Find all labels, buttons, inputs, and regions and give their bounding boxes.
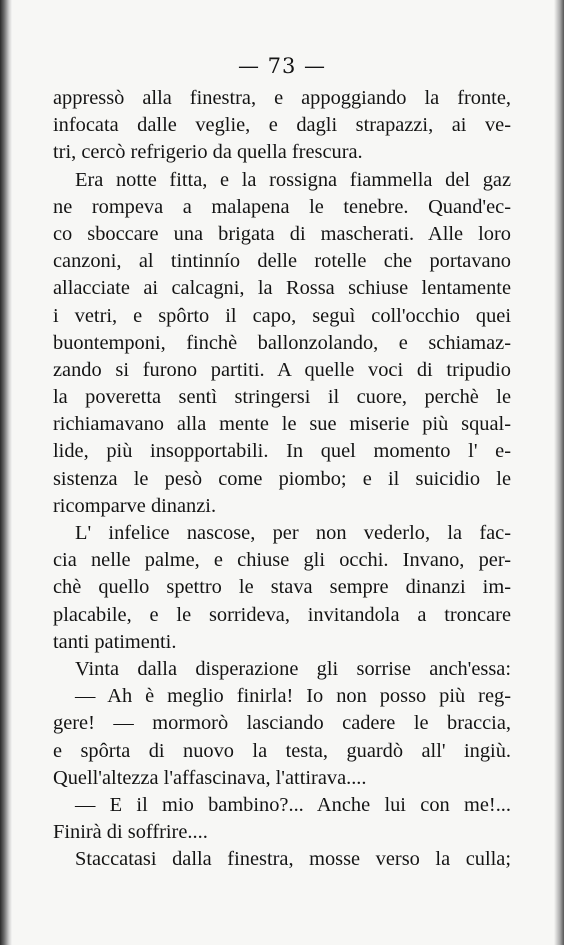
- body-text: [53, 85, 511, 873]
- text-line: canzoni, al tintinnío delle rotelle che portavano: [53, 250, 511, 273]
- text-line: richiamavano alla mente le sue miserie più squal-: [53, 413, 511, 436]
- page-number: — 73 —: [237, 54, 327, 78]
- text-line: e spôrta di nuovo la testa, guardò all' ingiù.: [53, 739, 511, 762]
- text-line: Staccatasi dalla finestra, mosse verso la culla;: [75, 848, 511, 871]
- text-line: ne rompeva a malapena le tenebre. Quand'ec-: [53, 195, 511, 218]
- text-line: Vinta dalla disperazione gli sorrise anch'essa:: [75, 657, 511, 680]
- text-line: Finirà di soffrire....: [53, 821, 208, 844]
- text-line: — E il mio bambino?... Anche lui con me!...: [75, 793, 511, 816]
- text-line: buontemponi, finchè ballonzolando, e schiamaz-: [53, 331, 511, 354]
- text-line: zando si furono partiti. A quelle voci di tripudio: [53, 358, 511, 381]
- page-left-edge: [0, 0, 12, 945]
- text-line: Era notte fitta, e la rossigna fiammella del gaz: [75, 168, 511, 191]
- text-line: cia nelle palme, e chiuse gli occhi. Invano, per-: [53, 549, 511, 572]
- text-line: sistenza le pesò come piombo; e il suicidio le: [53, 467, 511, 490]
- text-line: lide, più insopportabili. In quel momento l' e-: [53, 440, 511, 463]
- text-line: appressò alla finestra, e appoggiando la fronte,: [53, 87, 511, 109]
- text-line: — Ah è meglio finirla! Io non posso più reg-: [75, 685, 511, 708]
- page-right-edge: [554, 0, 564, 945]
- text-line: i vetri, e spôrto il capo, seguì coll'occhio quei: [53, 304, 511, 327]
- text-line: L' infelice nascose, per non vederlo, la fac-: [75, 522, 511, 544]
- text-line: gere! — mormorò lasciando cadere le braccia,: [53, 712, 511, 735]
- text-line: infocata dalle veglie, e dagli strapazzi, ai ve-: [53, 114, 511, 137]
- text-line: chè quello spettro le stava sempre dinanzi im-: [53, 576, 511, 599]
- text-line: tanti patimenti.: [53, 630, 177, 653]
- text-line: tri, cercò refrigerio da quella frescura.: [53, 141, 363, 164]
- text-line: ricomparve dinanzi.: [53, 494, 217, 517]
- text-line: co sboccare una brigata di mascherati. Alle loro: [53, 222, 511, 245]
- text-line: allacciate ai calcagni, la Rossa schiuse lentamente: [53, 277, 511, 300]
- text-line: Quell'altezza l'affascinava, l'attirava....: [53, 766, 367, 789]
- text-line: placabile, e le sorrideva, invitandola a troncare: [53, 603, 511, 626]
- text-line: la poveretta sentì stringersi il cuore, perchè le: [53, 386, 511, 409]
